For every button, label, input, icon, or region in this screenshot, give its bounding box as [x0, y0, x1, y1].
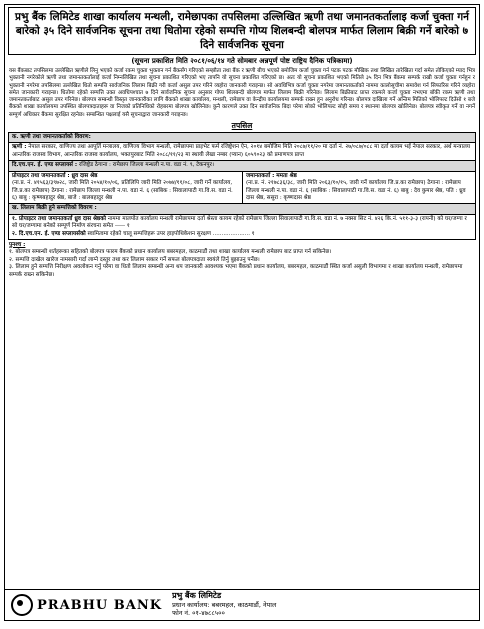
- org-phone: फोन नं. ०१-४७८८५००: [172, 609, 225, 618]
- org-office: प्रधान कार्यालय: बबरमहल, काठमाडौं, नेपाल: [172, 600, 277, 609]
- notice-title-box: [8, 7, 476, 55]
- sale-items-row: [9, 214, 475, 239]
- prabhu-logo-icon: [11, 594, 33, 616]
- logo-text: PRABHU BANK: [37, 597, 163, 613]
- proprietor-details: (ना.प्र. नं. ४१५६३/३९७२८, जारी मिति २०५४/१०/०६, प्रतिलिपि जारी मिति २०७४/११/०८, जारी गर्ने कार्यालय, जि.प्र.का रामेछाप) ठेगाना : रामेछाप जिल्ला मन्थली न.पा. वडा नं. ६ (साबिक : सिवालापाटी गा.वि.स. वडा नं. ६) बाबु : कृष्णबहादुर श्रेष्ठ, बाजे : बालबहादुर श्रेष्ठ: [12, 180, 233, 201]
- section-b-title: ख. लिलाम बिक्री हुने सम्पत्तिको विवरण :: [12, 205, 97, 212]
- body-paragraph: यस बैंकबाट तपसिलमा उल्लेखित ऋणीले लिनु भएको कर्जा रकम चुक्ता भुक्तान गर्न बैंकसँग गरिएको सम्झौता तथा बैंक र ऋणी बीच भएको बमोजिम कर्जा चुक्ता गर्न पटक पटक मौखिक तथा लिखित तारेखिता गर्दा समेत तोकिएको म्याद भित्र भुक्तानी नगरेकोले ऋणी तथा जमानतकर्तालाई कर्जा निम्नलिखित तथा सूचना प्रकाशित गरिएको भए तापनि यो सूचना प्रकाशित गरिएको छ। अतः यो सूचना प्रकाशित भएको मितिले ३५ दिन भित्र बैंकमा सम्पर्क राखी कर्जा चुक्ता गर्नहुन र भुक्तानी नगरेमा तपसिलमा उल्लेखित धितो सम्पत्ति सार्वजनिक लिलाम बिक्री गरी कर्जा असुल उपर गरिने व्यहोरा जानकारी गराइन्छ। सो अवधिभित्र कर्जा चुक्ता नगरेमा जमानतकर्ताको नाममा कालोसूचीमा समावेश गर्न सिफारिस गरिने व्यहोरा समेत जानकारी गराइन्छ। धितोमा रहेको सम्पत्ति उक्त अवधिपश्चात ७ दिने सार्वजनिक सूचना अनुसार गोप्य शिलबन्दी बोलपत्र मार्फत लिलाम बिक्री गरिनेछ। लिलाम बिक्रीबाट प्राप्त रकमले कर्जा चुक्ता नभएमा बाँकी रकम ऋणी तथा जमानतकर्ताबाट असुल उपर गरिनेछ। बोलपत्र सम्बन्धी विस्तृत जानकारीका लागि बैंकको शाखा कार्यालय, मन्थली, रामेछाप वा केन्द्रीय कार्यालयमा सम्पर्क राख्न हुन अनुरोध गरिन्छ। बोलपत्र दाखिला गर्ने अन्तिम मितिको भोलिपल्ट दिउँसो १ बजे बैंकको शाखा कार्यालयमा उपस्थित बोलपत्रदाताहरू वा निजको प्रतिनिधिको रोहबरमा बोलपत्र खोलिनेछ। कुनै कारणले उक्त दिन सार्वजनिक बिदा परेमा सोको भोलिपल्ट सोही समय र स्थानमा बोलपत्र खोलिनेछ। बोलपत्र स्वीकृत गर्ने वा नगर्ने सम्पूर्ण अधिकार बैंकमा सुरक्षित रहनेछ। सम्बन्धित पक्षलाई यसै सूचनाद्वारा जानकारी गराइन्छ।: [9, 68, 475, 118]
- proprietor-guarantor-row: [9, 171, 475, 204]
- section-a-header: [9, 133, 475, 142]
- postscript-item-1: १. बोलपत्र सम्बन्धी शर्तहरूका सहितको बोलपत्र फारम बैंकको प्रधान कार्यालय बबरमहल, काठमाडौं तथा शाखा कार्यालय मन्थली रामेछाप बाट प्राप्त गर्न सकिनेछ।: [9, 249, 332, 256]
- borrower-details: नेपाल सरकार, वाणिज्य तथा आपूर्ति मन्त्रालय, वाणिज्य विभाग मन्थली, रामेछापमा प्राइभेट फर्म रजिष्ट्रेशन ऐन, २०१४ बमोजिम मिति २०८७/११/२० मा दर्ता नं. २७/०८७/०८८ मा दर्ता कायम भई नेपाल सरकार, अर्थ मन्त्रालय आन्तरिक राजस्व विभाग, आन्तरिक राजस्व कार्यालय, भक्तपुरबाट मिति २०८८/११/२३ मा स्थायी लेखा नम्बर (प्यान) ६०५९०२३ को प्रमाणपत्र प्राप्त: [12, 144, 470, 158]
- di-label: दि.एच.एन. ई. एण्ड सप्लायर्स :: [12, 162, 78, 169]
- details-table: [8, 132, 476, 240]
- sale-item-2-label: २. दि.एच.एन. ई. एण्ड सप्लायर्सको: [12, 230, 86, 237]
- postscript: [9, 242, 475, 279]
- di-row: [9, 160, 475, 170]
- postscript-item-3: ३. लिलाम हुने सम्पत्ति निरीक्षण अवलोकन गर्नु परेमा वा धितो लिलाम सम्बन्धी अन्य थप जानकारी आवश्यक भएमा बैंकको प्रधान कार्यालय, बबरमहल, काठमाडौं स्थित कर्जा असुली विभागमा र शाखा कार्यालय मन्थली, रामेछापमा सम्पर्क राख्न सकिनेछ।: [9, 264, 463, 278]
- sale-item-1: [12, 216, 472, 231]
- tapasil-title: तपसिल: [231, 121, 253, 131]
- guarantor-cell: [242, 172, 475, 204]
- borrower-label: ऋणी :: [12, 144, 27, 151]
- notice-page: [4, 4, 480, 621]
- notice-title: प्रभु बैंक लिमिटेड शाखा कार्यालय मन्थली, रामेछापका तपसिलमा उल्लिखित ऋणी तथा जमानतकर्तालाइ कर्जा चुक्ता गर्न बारेको ३५ दिने सार्वजनिक सूचना तथा धितोमा रहेको सम्पत्ति गोप्य शिलबन्दी बोलपत्र मार्फत लिलाम बिक्री गर्ने बारेको ७ दिने सार्वजनिक सूचना: [15, 11, 469, 51]
- org-name: प्रभु बैंक लिमिटेड: [172, 591, 222, 601]
- footer: [5, 589, 479, 620]
- section-b-header: [9, 203, 475, 213]
- postscript-title: पुनश्च :: [9, 241, 26, 248]
- proprietor-label: प्रोपाइटर तथा जमानतकर्ता : ध्रुव दास श्रेष्ठ: [12, 172, 98, 179]
- notice-body: [9, 68, 475, 119]
- org-info: [172, 592, 276, 618]
- publication-note: (सूचना प्रकाशित मिति २०८१/०६/१४ गते सोमबार अन्नपूर्ण पोष्ट राष्ट्रिय दैनिक पत्रिकामा): [131, 57, 353, 65]
- sale-item-1-label: १. प्रोपाइटर तथा जमानतकर्ता ध्रुव दास श्रेष्ठको: [12, 215, 106, 222]
- section-a-title: क. ऋणी तथा जमानतकर्ताको विवरण:: [12, 134, 91, 141]
- guarantor-label: जमानतकर्ता : ममता श्रेष्ठ: [246, 172, 297, 179]
- sale-item-2-text: स्वामित्वमा रहेको चालू सम्पत्तिहरू उपर हाइपोथिकेशन सुरक्षण ..................... १: [87, 230, 255, 237]
- sale-item-1-text: नाममा मालपोत कार्यालय मन्थली रामेछापमा दर्ता श्रेस्ता कायम रहेको रामेछाप जिल्ला सिवालापाटी गा.वि.स. वडा नं. ७ नक्सा सिट नं. ४२६ कि.नं. ५११-३-३ (रापनी) को घर/जग्गा र सो घर/जग्गामा बनेको सम्पूर्ण निर्माण संरचना समेत ----- १: [12, 215, 467, 230]
- postscript-item-2: २. सम्पत्ति दाखेल खारेज नामसारी गर्दा लाग्ने दस्तुर तथा कर लिलाम सकार गर्ने सफल बोलपत्रदाता स्वयंले तिर्नु बुझाउनु पर्नेछ।: [9, 256, 260, 263]
- borrower-row: [9, 142, 475, 160]
- sale-items: [9, 215, 475, 239]
- guarantor-details: (ना.प्र. नं. २१७८३६/३८, जारी मिति २०६३/१०/१५, जारी गर्ने कार्यालय जि.प्र.का रामेछाप) ठेगाना : रामेछाप जिल्ला मन्थली न.पा. वडा नं. ६ (साबिक : सिवालापाटी गा.वि.स. वडा नं. ६) बाबु : देव कुमार श्रेष्ठ, पति : ध्रुव दास श्रेष्ठ, ससुरा : कृष्णदास श्रेष्ठ: [246, 180, 466, 201]
- proprietor-cell: [9, 172, 242, 204]
- di-address: रजिष्ट्रेड ठेगाना : रामेछाप जिल्ला मन्थली न.पा. वडा नं. ९, टेकनपुर।: [78, 162, 215, 169]
- sale-item-2: [12, 231, 472, 238]
